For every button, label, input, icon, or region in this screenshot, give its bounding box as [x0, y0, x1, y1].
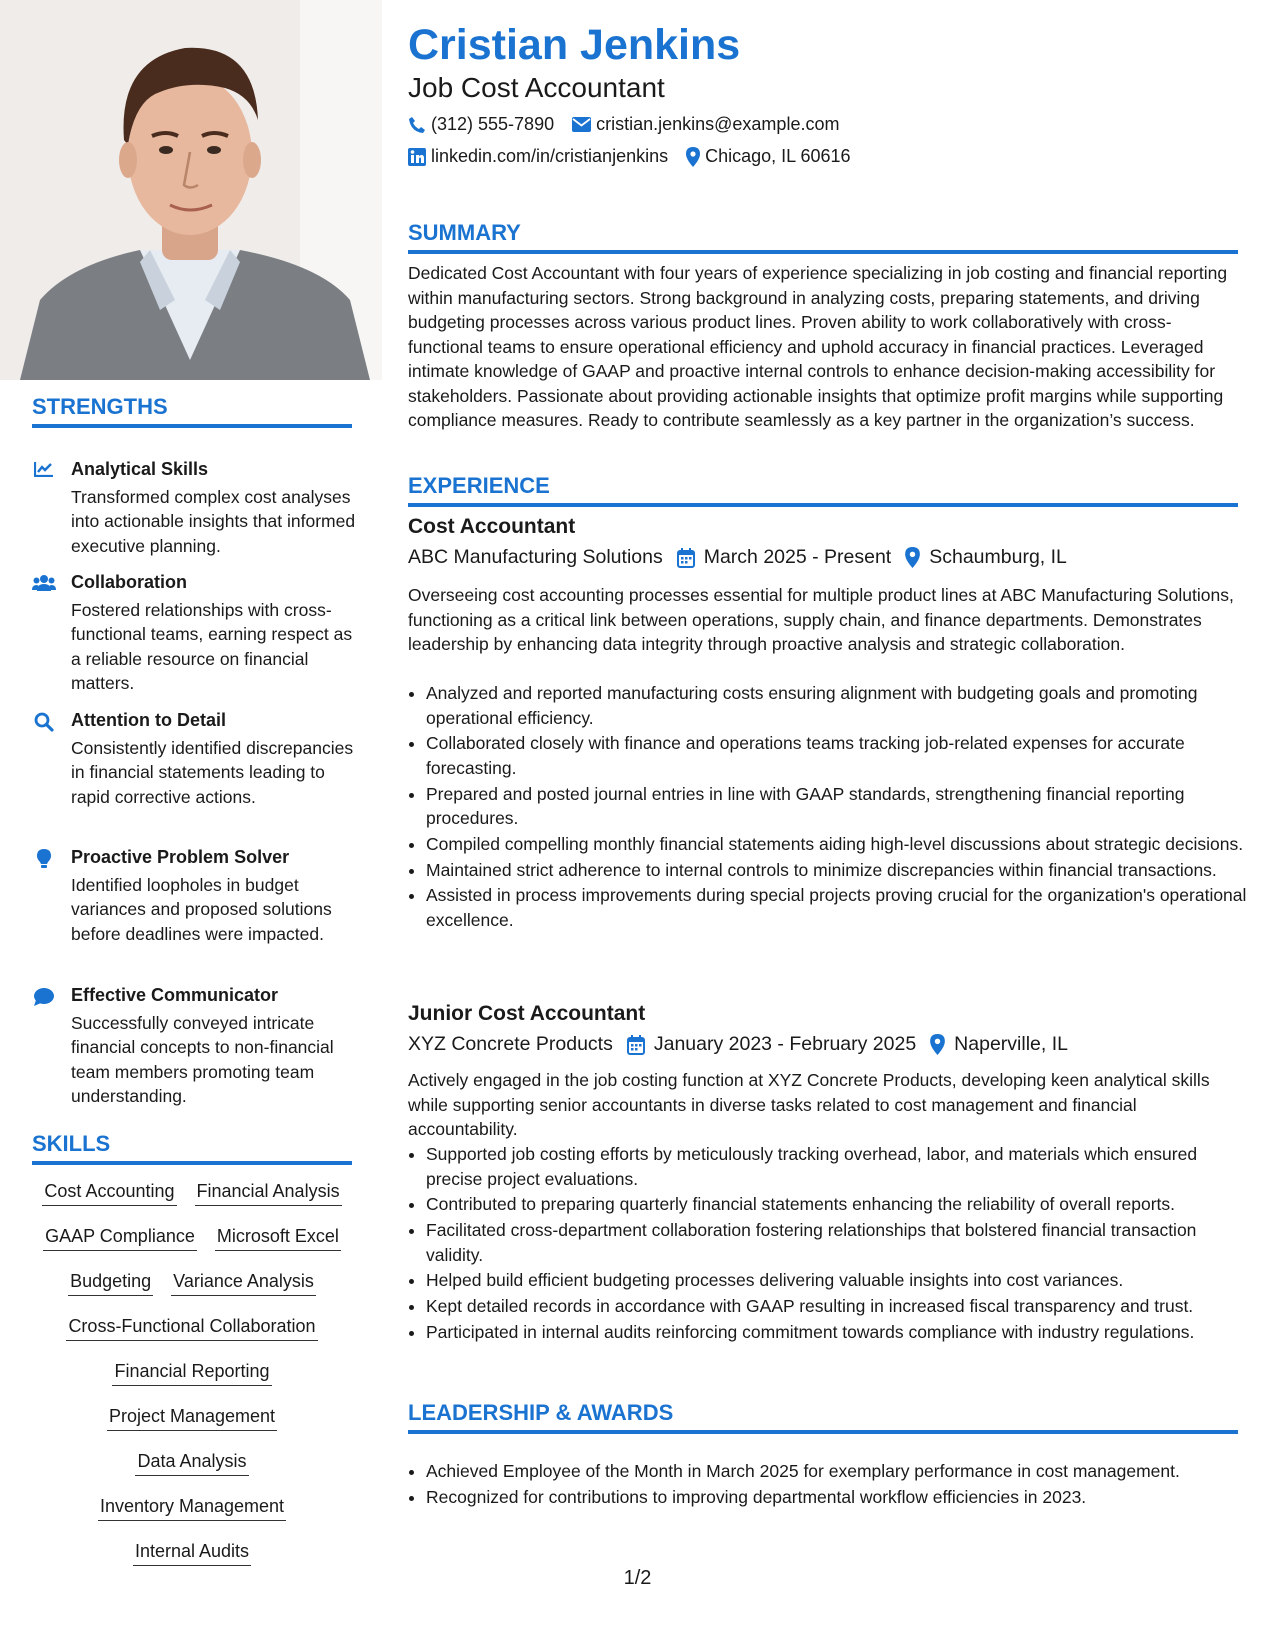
strength-name: Attention to Detail: [71, 710, 226, 730]
list-item: • Contributed to preparing quarterly financial statements enhancing the reliability of overall reports.: [426, 1192, 1256, 1217]
list-item: • Kept detailed records in accordance with GAAP resulting in increased fiscal transparency and trust.: [426, 1294, 1256, 1319]
list-item: • Facilitated cross-department collaboration fostering relationships that bolstered financial transaction validity.: [426, 1218, 1256, 1267]
skill-tag: Microsoft Excel: [215, 1225, 341, 1251]
list-item: • Supported job costing efforts by meticulously tracking overhead, labor, and materials which ensured precise project evaluations.: [426, 1142, 1256, 1191]
company-name: XYZ Concrete Products: [408, 1033, 613, 1055]
summary-heading: SUMMARY: [408, 220, 1238, 254]
job-meta: [408, 546, 1081, 569]
list-item: • Collaborated closely with finance and operations teams tracking job-related expenses for accurate forecasting.: [426, 731, 1256, 780]
job-location: Schaumburg, IL: [929, 546, 1067, 568]
job-location: Naperville, IL: [954, 1033, 1068, 1055]
skills-list: [32, 1180, 352, 1585]
list-item: • Recognized for contributions to improving departmental workflow efficiencies in 2023.: [426, 1485, 1256, 1510]
skill-tag: Internal Audits: [133, 1540, 251, 1566]
search-icon: [32, 712, 56, 734]
job-bullets: [408, 681, 1256, 934]
calendar-icon: [627, 1035, 645, 1055]
linkedin-icon: [408, 148, 426, 166]
calendar-icon: [677, 548, 695, 568]
job-dates: March 2025 - Present: [703, 546, 892, 568]
page-number: 1/2: [623, 1567, 652, 1589]
candidate-name: Cristian Jenkins: [408, 21, 741, 69]
job-bullets: [408, 1142, 1256, 1346]
list-item: • Prepared and posted journal entries in line with GAAP standards, strengthening financial reporting procedures.: [426, 782, 1256, 831]
contact-row: [408, 114, 857, 135]
location-pin-icon: [905, 547, 920, 568]
lightbulb-icon: [32, 849, 56, 871]
strength-name: Proactive Problem Solver: [71, 847, 290, 867]
skill-tag: Inventory Management: [98, 1495, 286, 1521]
job-title: Junior Cost Accountant: [408, 1002, 646, 1025]
envelope-icon: [572, 117, 591, 132]
skill-tag: Cross-Functional Collaboration: [66, 1315, 317, 1341]
chart-line-icon: [32, 461, 56, 483]
awards-list: [408, 1459, 1256, 1511]
strength-name: Analytical Skills: [71, 459, 209, 479]
skill-tag: Data Analysis: [135, 1450, 248, 1476]
job-meta: [408, 1033, 1082, 1056]
location-pin-icon: [930, 1034, 945, 1055]
profile-photo: [0, 0, 382, 380]
strength-description: Consistently identified discrepancies in financial statements leading to rapid corrective actions.: [71, 738, 354, 807]
list-item: • Helped build efficient budgeting processes delivering valuable insights into cost variances.: [426, 1268, 1256, 1293]
skills-heading: SKILLS: [32, 1131, 352, 1165]
list-item: • Maintained strict adherence to internal controls to minimize discrepancies within financial transactions.: [426, 858, 1256, 883]
list-item: • Assisted in process improvements during special projects proving crucial for the organization's operational excellence.: [426, 883, 1256, 932]
strength-description: Transformed complex cost analyses into actionable insights that informed executive planning.: [71, 487, 356, 556]
strength-description: Successfully conveyed intricate financial concepts to non-financial team members promoting team understanding.: [71, 1013, 334, 1107]
summary-text: Dedicated Cost Accountant with four years of experience specializing in job costing and financial reporting within manufacturing sectors. Strong background in analyzing costs, preparing statements, and driving budgeting processes across various product lines. Proven ability to work collaboratively with cross-functional teams to ensure operational efficiency and uphold accuracy in financial practices. Leveraged intimate knowledge of GAAP and proactive internal controls to enhance decision-making accessibility for stakeholders. Passionate about providing actionable insights that optimize profit margins while supporting compliance measures. Ready to contribute seamlessly as a key partner in the organization’s success.: [408, 263, 1228, 430]
job-description: Overseeing cost accounting processes essential for multiple product lines at ABC Manufacturing Solutions, functioning as a critical link between operations, supply chain, and finance departments. Demonstrates leadership by enhancing data integrity through proactive analysis and strategic collaboration.: [408, 585, 1234, 654]
linkedin-link[interactable]: linkedin.com/in/cristianjenkins: [431, 146, 669, 166]
skill-tag: Project Management: [107, 1405, 277, 1431]
skill-tag: Budgeting: [68, 1270, 153, 1296]
list-item: • Compiled compelling monthly financial statements aiding high-level discussions about strategic decisions.: [426, 832, 1256, 857]
strength-name: Effective Communicator: [71, 985, 279, 1005]
comment-icon: [32, 987, 56, 1009]
list-item: • Participated in internal audits reinforcing commitment towards compliance with industry regulations.: [426, 1320, 1256, 1345]
experience-heading: EXPERIENCE: [408, 473, 1238, 507]
skill-tag: Cost Accounting: [42, 1180, 176, 1206]
list-item: • Achieved Employee of the Month in March 2025 for exemplary performance in cost management.: [426, 1459, 1256, 1484]
job-title: Cost Accountant: [408, 515, 576, 538]
strengths-heading: STRENGTHS: [32, 394, 352, 428]
skill-tag: Financial Reporting: [112, 1360, 271, 1386]
job-description: Actively engaged in the job costing function at XYZ Concrete Products, developing keen analytical skills while supporting senior accountants in diverse tasks related to cost management and financial accountability.: [408, 1070, 1210, 1139]
phone-number[interactable]: (312) 555-7890: [431, 114, 555, 134]
contact-row: [408, 146, 869, 167]
company-name: ABC Manufacturing Solutions: [408, 546, 663, 568]
left-column: [0, 0, 382, 1650]
skill-tag: Variance Analysis: [171, 1270, 316, 1296]
job-dates: January 2023 - February 2025: [653, 1033, 917, 1055]
skill-tag: GAAP Compliance: [43, 1225, 197, 1251]
list-item: • Analyzed and reported manufacturing costs ensuring alignment with budgeting goals and promoting operational efficiency.: [426, 681, 1256, 730]
strength-name: Collaboration: [71, 572, 187, 592]
location-pin-icon: [686, 147, 700, 167]
strength-description: Fostered relationships with cross-functional teams, earning respect as a reliable resource on financial matters.: [71, 600, 353, 694]
skill-tag: Financial Analysis: [195, 1180, 342, 1206]
leadership-heading: LEADERSHIP & AWARDS: [408, 1400, 1238, 1434]
users-icon: [32, 574, 56, 596]
candidate-title: Job Cost Accountant: [408, 72, 665, 103]
location-text: Chicago, IL 60616: [705, 146, 851, 166]
strength-description: Identified loopholes in budget variances and proposed solutions before deadlines were impacted.: [71, 875, 332, 944]
email-link[interactable]: cristian.jenkins@example.com: [596, 114, 840, 134]
phone-icon: [408, 116, 426, 134]
